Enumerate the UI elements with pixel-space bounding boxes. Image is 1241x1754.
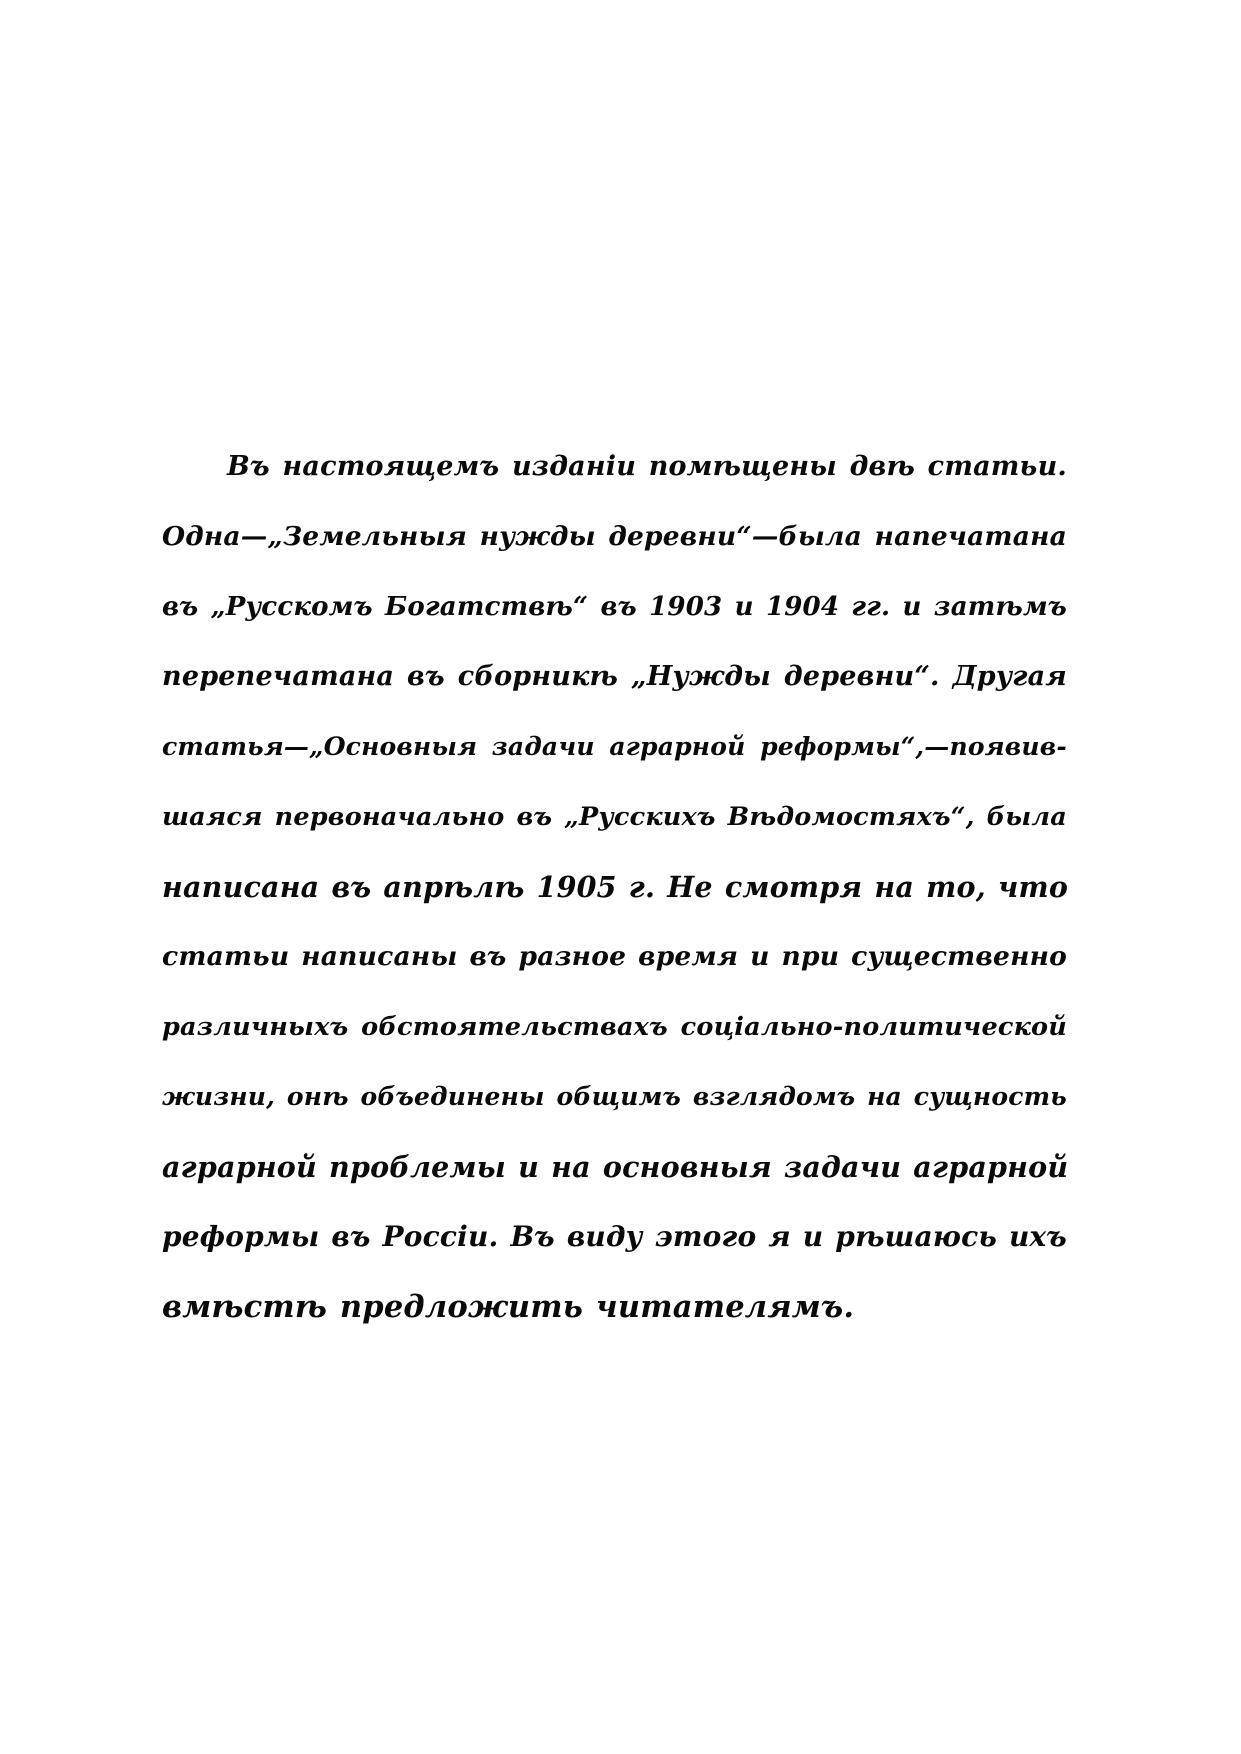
text-line-3: въ „Русскомъ Богатствѣ“ въ 1903 и 1904 гг. и затѣмъ xyxy=(162,592,1067,622)
text-line-4: перепечатана въ сборникѣ „Нужды деревни“. Другая xyxy=(162,661,1067,692)
text-line-13: вмѣстѣ предложить читателямъ. xyxy=(162,1289,855,1325)
text-line-11: аграрной проблемы и на основныя задачи аграрной xyxy=(162,1150,1069,1184)
text-line-7: написана въ апрѣлѣ 1905 г. Не смотря на то, что xyxy=(162,870,1069,904)
text-line-8: статьи написаны въ разное время и при существенно xyxy=(162,941,1067,972)
text-line-10: жизни, онѣ объединены общимъ взглядомъ на сущность xyxy=(162,1082,1067,1111)
text-line-9: различныхъ обстоятельствахъ соціально-политической xyxy=(162,1012,1067,1042)
text-line-12: реформы въ Россіи. Въ виду этого я и рѣшаюсь ихъ xyxy=(162,1220,1067,1253)
preface-paragraph xyxy=(162,432,1067,1342)
text-line-5: статья—„Основныя задачи аграрной реформы“,—появив- xyxy=(162,732,1067,761)
text-line-6: шаяся первоначально въ „Русскихъ Вѣдомостяхъ“, была xyxy=(162,802,1067,832)
text-line-1: Въ настоящемъ изданіи помѣщены двѣ статьи. xyxy=(227,451,1067,482)
text-line-2: Одна—„Земельныя нужды деревни“—была напечатана xyxy=(162,521,1067,552)
